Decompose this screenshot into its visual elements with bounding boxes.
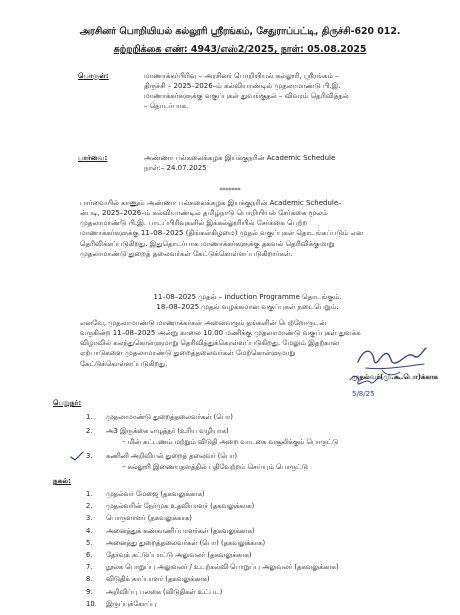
initials-date: 5/8/25 — [352, 390, 375, 398]
item-text: நூலக பொறுப்பு அலுவலர் / உடற்கல்வி பொறுப்பு அலுவலர் (தகவலுக்காக) — [106, 563, 339, 572]
item-number: 9. — [86, 587, 93, 596]
subject-text — [144, 71, 414, 112]
list-item — [86, 586, 339, 598]
list-item — [86, 573, 339, 585]
schedule-line: 18–08–2025 முதல் வழக்கமான வகுப்புகள் நடைபெறும். — [156, 303, 339, 312]
body-line: விழாவில் கலந்துகொள்ளுமாறு தெரிவித்துக்கொள்ளப்படுகிறது. மேலும் இதற்கான — [80, 339, 340, 348]
signatory-designation: முதல்வர்(மு.கூ.பொ)க்காக — [351, 373, 438, 381]
list-item — [86, 500, 339, 512]
list-item — [86, 424, 233, 438]
reference-label: பார்வை: — [78, 153, 108, 162]
recipients-list — [86, 410, 233, 438]
circular-number-date: சுற்றறிக்கை எண்: 4943/எஸ்2/2025, நாள்: 05.08.2025 — [113, 44, 367, 55]
item-number: 2. — [86, 427, 93, 436]
body-line: முதலாமாண்டு பி.இ. பாடப்பிரிவுகளில் இக்கல்லூரியில் சேர்க்கை பெற்ற — [80, 219, 308, 228]
list-item — [86, 598, 339, 610]
body-line: ஏற்பாடுகளை முதலாமாண்டு துறைத்தலைவர்கள் மேற்கொள்ளுமாறு — [80, 349, 296, 358]
body-line: கேட்டுக்கொள்ளப்படுகிறது. — [80, 359, 168, 368]
list-item — [86, 512, 339, 524]
reference-line: நாள்:– 24.07.2025 — [144, 164, 207, 173]
item-number: 1. — [86, 490, 93, 498]
copies-list — [86, 488, 339, 610]
item-number: 4. — [86, 526, 93, 535]
list-item — [86, 525, 339, 537]
body-line: முதலாமாண்டு துறைத் தலைவர்கள் கேட்டுக்கொள்ளப்படுகிறார்கள். — [80, 249, 293, 258]
item-number: 2. — [86, 502, 93, 511]
subject-line: மாணாக்கர்பிரிவு – அரசினர் பொறியியல் கல்லூரி, ஸ்ரீரங்கம் – — [144, 72, 339, 80]
list-item — [86, 549, 339, 561]
copies-label: நகல்: — [53, 476, 72, 485]
item-text: முதல்வர் மேஜை (தகவலுக்காக) — [106, 490, 205, 498]
subject-line: திருச்சி – 2025–2026–ம் கல்வியாண்டில் முதலாமாண்டு பி.இ. — [144, 82, 341, 91]
item-text: இருப்புக்கோப்பு — [106, 599, 157, 608]
schedule-line: 11–08–2025 முதல் – Induction Programme தொடங்கும். — [153, 293, 342, 301]
body-line: பார்வையில் காணும் அண்ணா பல்கலைக்கழக இயக்குநரின் Academic Schedule– — [80, 199, 342, 207]
item-text: பொருளாளர் (தகவலுக்காக) — [106, 514, 192, 523]
recipient-3-note: – கல்லூரி இணையதளத்தில் பதிவேற்றம் செய்யும் பொருட்டு — [122, 463, 308, 471]
recipients-label: பெறுநர்: — [53, 398, 82, 407]
item-text: அறிவிப்பு பலகை (விடுதிகள் உட்பட) — [106, 587, 223, 596]
item-number: 5. — [86, 538, 93, 547]
item-number: 7. — [86, 563, 93, 572]
body-line: மாணாக்கர்களுக்கு 11–08–2025 (திங்கள்கிழமை) முதல் வகுப்புகள் தொடங்கப்படும் என — [80, 229, 363, 238]
recipients-list-cont — [86, 449, 237, 463]
item-number: 10. — [86, 599, 97, 608]
subject-line: மாணாக்கர்களுக்கு வகுப்புகள் துவங்குதல் – விவரம் தெரிவித்தல் — [144, 92, 349, 101]
item-number: 6. — [86, 551, 93, 560]
arrow-tick-icon — [70, 450, 84, 462]
item-number: 1. — [86, 413, 93, 421]
subject-line: – தொடர்பாக. — [144, 102, 189, 111]
item-text: அனைத்து துறைத்தலைவர்கள் (பொ) (தகவலுக்காக) — [106, 538, 266, 547]
list-item — [86, 537, 339, 549]
item-text: விடுதிக் காப்பாளர் (தகவலுக்காக) — [106, 575, 210, 584]
separator-stars: ******* — [219, 187, 241, 194]
body-line: வருகின்ற 11–08–2025 அன்று காலை 10.00 மணிக்கு முதலாமாண்டு வகுப்புகள் துவக்க — [80, 329, 361, 338]
schedule-block — [80, 292, 415, 312]
subject-label: பொருள்: — [78, 71, 109, 80]
item-text: முதல்வரின் நேர்முக உதவியாளர் (தகவலுக்காக) — [106, 502, 255, 511]
item-text: அனைத்துக் கண்காணிப்பாளர்கள் (தகவலுக்காக) — [106, 526, 255, 535]
handwritten-initials-icon — [346, 372, 386, 400]
reference-text — [144, 153, 414, 173]
recipient-2-note: – மின் கட்டணம் மற்றும் விடுதி அறை வாடகை வசூலிக்கும் பொருட்டு — [122, 438, 339, 446]
item-text: முதலாமாண்டு துறைத்தலைவர்கள் (பொ) — [106, 413, 233, 421]
list-item — [86, 488, 339, 500]
reference-line: அண்ணா பல்கலைக்கழக இயக்குநரின் Academic Schedule — [144, 154, 336, 162]
item-number: 3. — [86, 452, 93, 460]
body-paragraph-1 — [80, 198, 415, 259]
list-item — [86, 449, 237, 463]
body-line: தெரிவிக்கப்படுகிறது. இதுதொடர்பாக மாணாக்கர்களுக்கு தகவல் தெரிவிக்குமாறு — [80, 239, 335, 248]
item-number: 8. — [86, 575, 93, 584]
item-text: கணினி அறிவியல் துறைத் தலைவர் (பொ) — [106, 452, 237, 460]
body-line: எனவே, முதலாமாண்டு மாணாக்கர்கள் அனைவரும் தங்களின் பெற்றோருடன் — [80, 319, 327, 327]
list-item — [86, 561, 339, 573]
list-item — [86, 410, 233, 424]
item-text: அ3 இருக்கை எழுத்தர் (உரிய வழியாக) — [106, 427, 229, 436]
item-text: தேர்வுக் கட்டுப்பாட்டு அலுவலர் (தகவலுக்காக) — [106, 551, 252, 560]
item-number: 3. — [86, 514, 93, 523]
institution-title: அரசினர் பொறியியல் கல்லூரி ஸ்ரீரங்கம், சேதுராப்பட்டி, திருச்சி-620 012. — [79, 26, 401, 37]
body-line: ன்படி, 2025–2026–ம் கல்வியாண்டில் தமிழ்நாடு பொறியியல் சேர்க்கை மூலம் — [80, 209, 328, 218]
